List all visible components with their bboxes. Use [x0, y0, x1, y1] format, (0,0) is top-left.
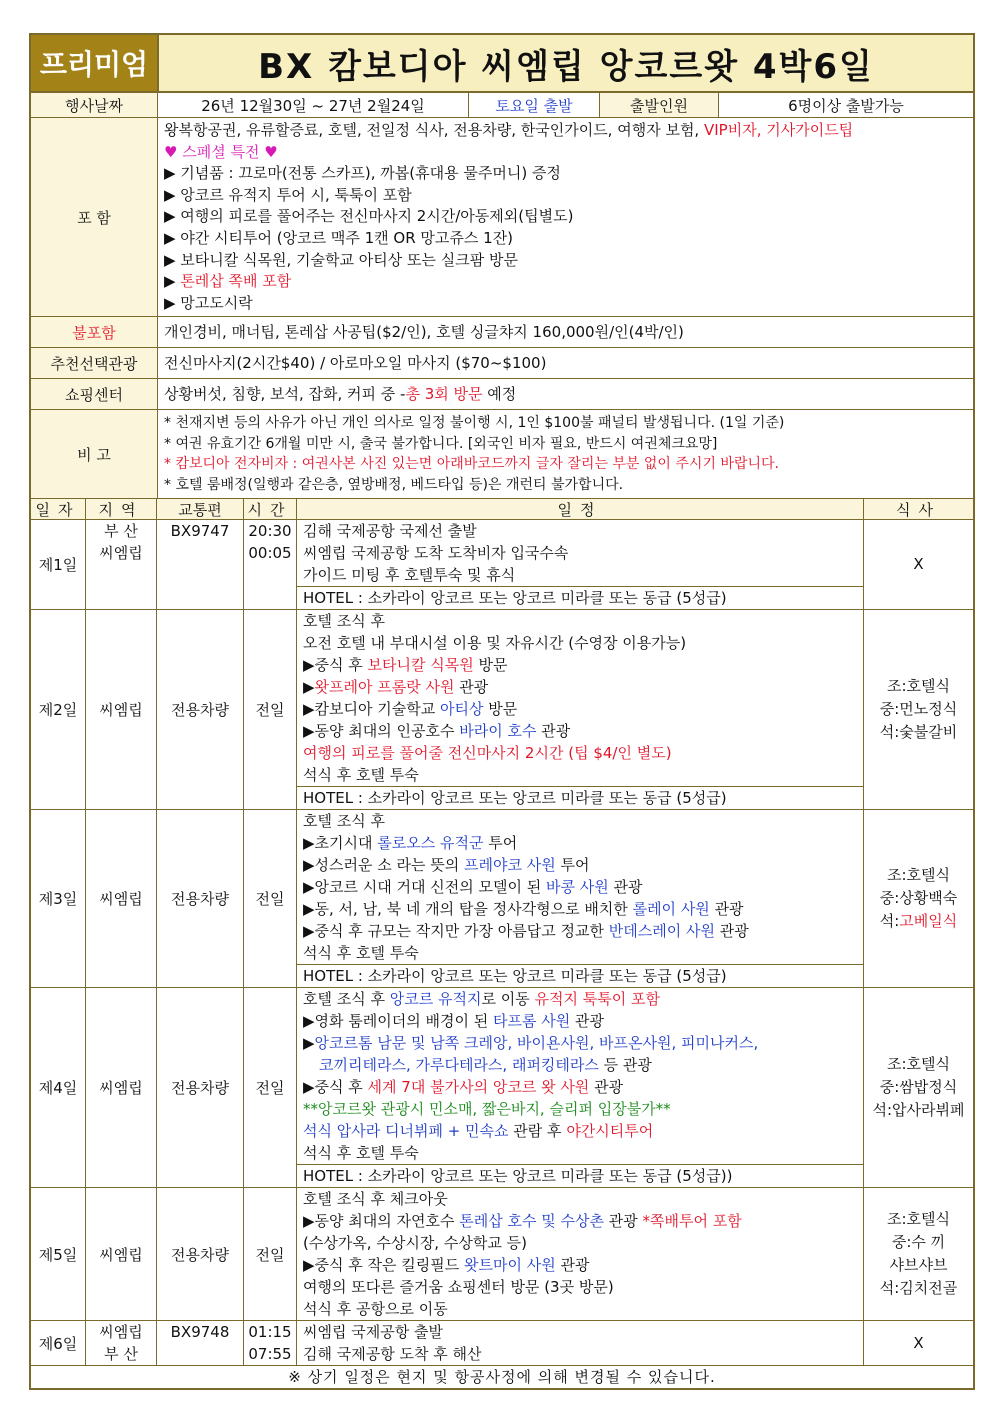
- itinerary-line: 씨엠립 국제공항 출발: [303, 1323, 443, 1342]
- shopping-text-red: 총 3회 방문: [405, 384, 483, 403]
- itinerary-line: 오전 호텔 내 부대시설 이용 및 자유시간 (수영장 이용가능): [303, 634, 687, 653]
- itn-text: 방문: [473, 656, 508, 675]
- itn-highlight: 아티상: [440, 700, 484, 719]
- hotel-line: HOTEL : 소카라이 앙코르 또는 앙코르 미라클 또는 동급 (5성급): [297, 586, 863, 609]
- header-transport: 교통편: [157, 499, 244, 519]
- itn-text: ▶동양 최대의 인공호수: [303, 722, 460, 741]
- itn-highlight: 바콩 사원: [546, 878, 609, 897]
- include-item: ▶ 야간 시티투어 (앙코르 맥주 1캔 OR 망고쥬스 1잔): [164, 228, 514, 247]
- itn-highlight: 석식 압사라 디너뷔페 + 민속쇼: [303, 1122, 509, 1141]
- itinerary-line: [297, 1210, 863, 1232]
- premium-badge: 프리미엄: [31, 35, 157, 91]
- footnote: ※ 상기 일정은 현지 및 항공사정에 의해 변경될 수 있습니다.: [288, 1368, 716, 1387]
- day-itinerary: [297, 610, 864, 809]
- itinerary-line: 여행의 피로를 풀어줄 전신마사지 2시간 (팁 $4/인 별도): [303, 744, 672, 763]
- itn-highlight: 롤레이 사원: [632, 900, 710, 919]
- itinerary-line: 여행의 또다른 즐거움 쇼핑센터 방문 (3곳 방문): [303, 1278, 614, 1297]
- include-item: ▶ 앙코르 유적지 투어 시, 툭툭이 포함: [164, 185, 412, 204]
- itinerary-line: 석식 후 호텔 투숙: [303, 944, 419, 963]
- itn-highlight: 보타니칼 식목원: [367, 656, 474, 675]
- departure-day: 토요일 출발: [469, 93, 600, 117]
- optional-text: 전신마사지(2시간$40) / 아로마오일 마사지 ($70~$100): [164, 353, 547, 372]
- include-content: [158, 118, 973, 316]
- include-label: 포 함: [31, 118, 158, 316]
- time-arrive: 07:55: [248, 1345, 292, 1364]
- day-meal: X: [913, 555, 924, 574]
- itn-text: 관람 후: [508, 1122, 567, 1141]
- itn-text: ▶영화 툼레이더의 배경이 된: [303, 1012, 493, 1031]
- meal-dinner-highlight: 고베일식: [899, 912, 958, 931]
- itn-highlight: 세계 7대 불가사의 앙코르 왓 사원: [367, 1078, 590, 1097]
- remarks-label: 비 고: [31, 410, 158, 498]
- itinerary-line: [297, 1120, 863, 1142]
- meal-lunch-cont: 샤브샤브: [889, 1256, 948, 1275]
- itn-text: 관광: [603, 1212, 643, 1231]
- exclude-label: 불포함: [31, 317, 158, 347]
- itinerary-line: [297, 898, 863, 920]
- meal-dinner: 석:김치전골: [879, 1279, 958, 1298]
- hotel-line: HOTEL : 소카라이 앙코르 또는 앙코르 미라클 또는 동급 (5성급): [297, 964, 863, 987]
- day-row-4: [31, 988, 973, 1188]
- meal-dinner: 석:숯불갈비: [879, 723, 958, 742]
- include-line1: 왕복항공권, 유류할증료, 호텔, 전일정 식사, 전용차량, 한국인가이드, 여행자 보험,: [164, 121, 704, 139]
- include-item: ▶ 기념품 : 끄로마(전통 스카프), 까봅(휴대용 물주머니) 증정: [164, 164, 561, 183]
- itinerary-line: 가이드 미팅 후 호텔투숙 및 휴식: [303, 566, 516, 585]
- min-people-value: 6명이상 출발가능: [788, 96, 904, 115]
- itn-text: 관광: [608, 878, 643, 897]
- day-location: 씨엠립: [86, 1188, 157, 1320]
- date-label: 행사날짜: [31, 93, 158, 117]
- day-location: [86, 520, 157, 609]
- date-row: [31, 93, 973, 118]
- itn-text: ▶앙코르 시대 거대 신전의 모델이 된: [303, 878, 547, 897]
- itn-text: ▶중식 후: [303, 1078, 368, 1097]
- itn-text: ▶: [303, 1034, 315, 1053]
- remark-red: * 캄보디아 전자비자 : 여권사본 사진 있는면 아래바코드까지 글자 잘리는 부분 없이 주시기 바랍니다.: [164, 456, 779, 473]
- itinerary-line: 씨엠립 국제공항 도착 도착비자 입국수속: [303, 544, 569, 563]
- day-transport: BX9748: [157, 1321, 244, 1365]
- day-time: 전일: [244, 988, 297, 1187]
- location-to: 부 산: [104, 1345, 138, 1364]
- itn-highlight: 왓트마이 사원: [464, 1256, 556, 1275]
- header-meal: 식사: [896, 500, 941, 519]
- day-label: 제6일: [31, 1321, 86, 1365]
- itn-highlight: 반데스레이 사원: [608, 922, 715, 941]
- include-row: [31, 118, 973, 317]
- itinerary-line: 김해 국제공항 도착 후 해산: [303, 1345, 482, 1364]
- day-itinerary: [297, 988, 864, 1187]
- day-transport: 전용차량: [157, 810, 244, 987]
- day-row-2: [31, 610, 973, 810]
- itn-text: ▶동, 서, 남, 북 네 개의 탑을 정사각형으로 배치한: [303, 900, 633, 919]
- meal-dinner: 석:압사라뷔페: [872, 1101, 965, 1120]
- title-bar: [31, 35, 973, 93]
- itn-text: 관광: [536, 722, 571, 741]
- date-range: 26년 12월30일 ~ 27년 2월24일: [158, 93, 469, 117]
- itn-text: 로 이동: [481, 990, 535, 1009]
- hotel-line: HOTEL : 소카라이 앙코르 또는 앙코르 미라클 또는 동급 (5성급)): [297, 1164, 863, 1187]
- header-itinerary: 일정: [297, 499, 864, 519]
- itinerary-line: [297, 1054, 863, 1076]
- location-to: 씨엠립: [99, 544, 143, 563]
- itn-highlight: 톤레삽 호수 및 수상촌: [459, 1212, 604, 1231]
- header-loc: 지역: [86, 499, 157, 519]
- day-time: 전일: [244, 810, 297, 987]
- itinerary-line: [297, 1032, 863, 1054]
- itn-highlight: 프레야코 사원: [464, 856, 556, 875]
- day-location: 씨엠립: [86, 988, 157, 1187]
- day-time: [244, 1321, 297, 1365]
- itn-highlight: 앙코르 유적지: [389, 990, 482, 1009]
- meal-breakfast: 조:호텔식: [886, 1210, 950, 1229]
- day-time: 전일: [244, 1188, 297, 1320]
- itn-text: ▶초기시대: [303, 834, 378, 853]
- itn-text: 관광: [454, 678, 489, 697]
- itn-text: ▶중식 후: [303, 656, 368, 675]
- include-item-prefix: ▶: [164, 272, 181, 291]
- day-location: [86, 1321, 157, 1365]
- itn-highlight: *쪽배투어 포함: [642, 1212, 742, 1231]
- exclude-text: 개인경비, 매너팁, 톤레삽 사공팁($2/인), 호텔 싱글챠지 160,000원/인(4박/인): [164, 322, 684, 341]
- day-label: 제1일: [31, 520, 86, 609]
- include-line1-red: VIP비자, 기사가이드팁: [703, 121, 854, 139]
- itn-highlight: 유적지 툭툭이 포함: [534, 990, 660, 1009]
- itinerary-line: [297, 988, 863, 1010]
- itn-text: 방문: [483, 700, 518, 719]
- day-meal: [864, 810, 973, 987]
- itinerary-line: **앙코르왓 관광시 민소매, 짧은바지, 슬리퍼 입장불가**: [303, 1100, 671, 1119]
- shopping-label: 쇼핑센터: [31, 379, 158, 409]
- itinerary-line: [297, 1254, 863, 1276]
- day-itinerary: [297, 1321, 864, 1365]
- itn-highlight: 바라이 호수: [459, 722, 537, 741]
- itinerary-line: [297, 920, 863, 942]
- itn-text: ▶성스러운 소 라는 뜻의: [303, 856, 465, 875]
- day-meal: [864, 988, 973, 1187]
- day-row-1: [31, 520, 973, 610]
- meal-lunch: 중:상황백숙: [879, 889, 958, 908]
- itinerary-line: 석식 후 공항으로 이동: [303, 1300, 448, 1319]
- day-meal: [864, 1188, 973, 1320]
- special-benefit: ♥ 스페셜 특전 ♥: [164, 142, 278, 161]
- itinerary-line: (수상가옥, 수상시장, 수상학교 등): [303, 1234, 527, 1253]
- day-transport: 전용차량: [157, 610, 244, 809]
- header-day: 일자: [31, 499, 86, 519]
- itn-text: ▶중식 후 작은 킬링필드: [303, 1256, 465, 1275]
- meal-lunch: 중:먼노정식: [879, 700, 958, 719]
- time-arrive: 00:05: [248, 544, 292, 563]
- remark: * 여권 유효기간 6개월 미만 시, 출국 불가합니다. [외국인 비자 필요, 반드시 여권체크요망]: [164, 435, 718, 452]
- itinerary-line: [297, 854, 863, 876]
- schedule-header: [31, 499, 973, 520]
- day-label: 제5일: [31, 1188, 86, 1320]
- meal-breakfast: 조:호텔식: [886, 677, 950, 696]
- day-transport: 전용차량: [157, 1188, 244, 1320]
- meal-lunch: 중:쌈밥정식: [879, 1078, 958, 1097]
- include-item-red: 톤레삽 쪽배 포함: [180, 272, 292, 291]
- min-people-label: 출발인원: [600, 93, 719, 117]
- itinerary-line: 석식 후 호텔 투숙: [303, 766, 419, 785]
- day-meal: [864, 610, 973, 809]
- itn-text: 관광: [555, 1256, 590, 1275]
- day-itinerary: [297, 1188, 864, 1320]
- itn-text: 호텔 조식 후: [303, 990, 390, 1009]
- itinerary-line: 호텔 조식 후: [303, 812, 385, 831]
- itn-highlight: 야간시티투어: [566, 1122, 654, 1141]
- itn-highlight: 타프롬 사원: [493, 1012, 571, 1031]
- itinerary-line: 석식 후 호텔 투숙: [303, 1144, 419, 1163]
- day-label: 제2일: [31, 610, 86, 809]
- day-row-6: [31, 1321, 973, 1366]
- day-itinerary: [297, 520, 864, 609]
- shopping-text: [158, 379, 973, 409]
- meal-lunch: 중:수 끼: [891, 1233, 946, 1252]
- day-itinerary: [297, 810, 864, 987]
- time-depart: 20:30: [248, 522, 292, 541]
- itinerary-line: [297, 1076, 863, 1098]
- itn-text: 투어: [555, 856, 590, 875]
- meal-breakfast: 조:호텔식: [886, 1055, 950, 1074]
- itinerary-line: [297, 832, 863, 854]
- remark: * 천재지변 등의 사유가 아닌 개인 의사로 일정 불이행 시, 1인 $100불 패널티 발생됩니다. (1일 기준): [164, 415, 785, 432]
- day-location: 씨엠립: [86, 810, 157, 987]
- day-row-5: [31, 1188, 973, 1321]
- day-transport: 전용차량: [157, 988, 244, 1187]
- meal-dinner: [880, 910, 958, 933]
- day-row-3: [31, 810, 973, 988]
- itinerary-line: [297, 720, 863, 742]
- day-time: 전일: [244, 610, 297, 809]
- itinerary-document: [29, 33, 975, 1390]
- itinerary-line: [297, 698, 863, 720]
- itn-highlight: 롤로오스 유적군: [377, 834, 484, 853]
- itinerary-line: 김해 국제공항 국제선 출발: [303, 522, 477, 541]
- include-item: ▶ 여행의 피로를 풀어주는 전신마사지 2시간/아동제외(팁별도): [164, 207, 574, 226]
- itinerary-line: [297, 1010, 863, 1032]
- hotel-line: HOTEL : 소카라이 앙코르 또는 앙코르 미라클 또는 동급 (5성급): [297, 786, 863, 809]
- shopping-row: [31, 379, 973, 410]
- day-transport: BX9747: [157, 520, 244, 609]
- itn-text: ▶중식 후 규모는 작지만 가장 아름답고 정교한: [303, 922, 609, 941]
- meal-breakfast: 조:호텔식: [886, 866, 950, 885]
- location-from: 씨엠립: [99, 1323, 143, 1342]
- day-label: 제3일: [31, 810, 86, 987]
- header-time: 시간: [244, 499, 297, 519]
- itinerary-line: 호텔 조식 후 체크아웃: [303, 1190, 448, 1209]
- shopping-text-a: 상황버섯, 침향, 보석, 잡화, 커피 중 -: [164, 384, 406, 403]
- itn-highlight: 왓프레아 프롬랏 사원: [314, 678, 455, 697]
- shopping-text-b: 예정: [482, 384, 517, 403]
- itn-text: 등 관광: [598, 1056, 652, 1075]
- remarks-content: [158, 410, 973, 498]
- itn-highlight: 앙코르톰 남문 및 남쪽 크레앙, 바이욘사원, 바프온사원, 피미나커스,: [314, 1034, 759, 1053]
- optional-label: 추천선택관광: [31, 348, 158, 378]
- meal-dinner-prefix: 석:: [879, 912, 900, 931]
- day-label: 제4일: [31, 988, 86, 1187]
- location-from: 부 산: [104, 522, 138, 541]
- itn-highlight: 코끼리테라스, 가루다테라스, 래퍼킹테라스: [319, 1056, 599, 1075]
- itinerary-line: [297, 676, 863, 698]
- tour-title: BX 캄보디아 씨엠립 앙코르왓 4박6일: [157, 35, 973, 91]
- include-item: ▶ 망고도시락: [164, 293, 253, 312]
- remarks-row: [31, 410, 973, 499]
- day-meal: X: [913, 1333, 924, 1352]
- exclude-row: [31, 317, 973, 348]
- remark: * 호텔 룸배정(일행과 같은층, 옆방배정, 베드타입 등)은 개런티 불가합니다.: [164, 476, 624, 493]
- itn-text: ▶캄보디아 기술학교: [303, 700, 440, 719]
- itn-text: 관광: [570, 1012, 604, 1031]
- optional-row: [31, 348, 973, 379]
- itn-text: 투어: [483, 834, 518, 853]
- itn-text: 관광: [714, 922, 749, 941]
- include-item: ▶ 보타니칼 식목원, 기술학교 아티상 또는 실크팜 방문: [164, 250, 518, 269]
- itn-text: 관광: [589, 1078, 624, 1097]
- itn-text: 관광: [709, 900, 744, 919]
- itn-text: ▶동양 최대의 자연호수: [303, 1212, 460, 1231]
- itn-text: ▶: [303, 678, 315, 697]
- itinerary-line: [297, 654, 863, 676]
- day-time: [244, 520, 297, 609]
- itinerary-line: [297, 876, 863, 898]
- day-location: 씨엠립: [86, 610, 157, 809]
- itinerary-line: 호텔 조식 후: [303, 612, 385, 631]
- time-depart: 01:15: [248, 1323, 292, 1342]
